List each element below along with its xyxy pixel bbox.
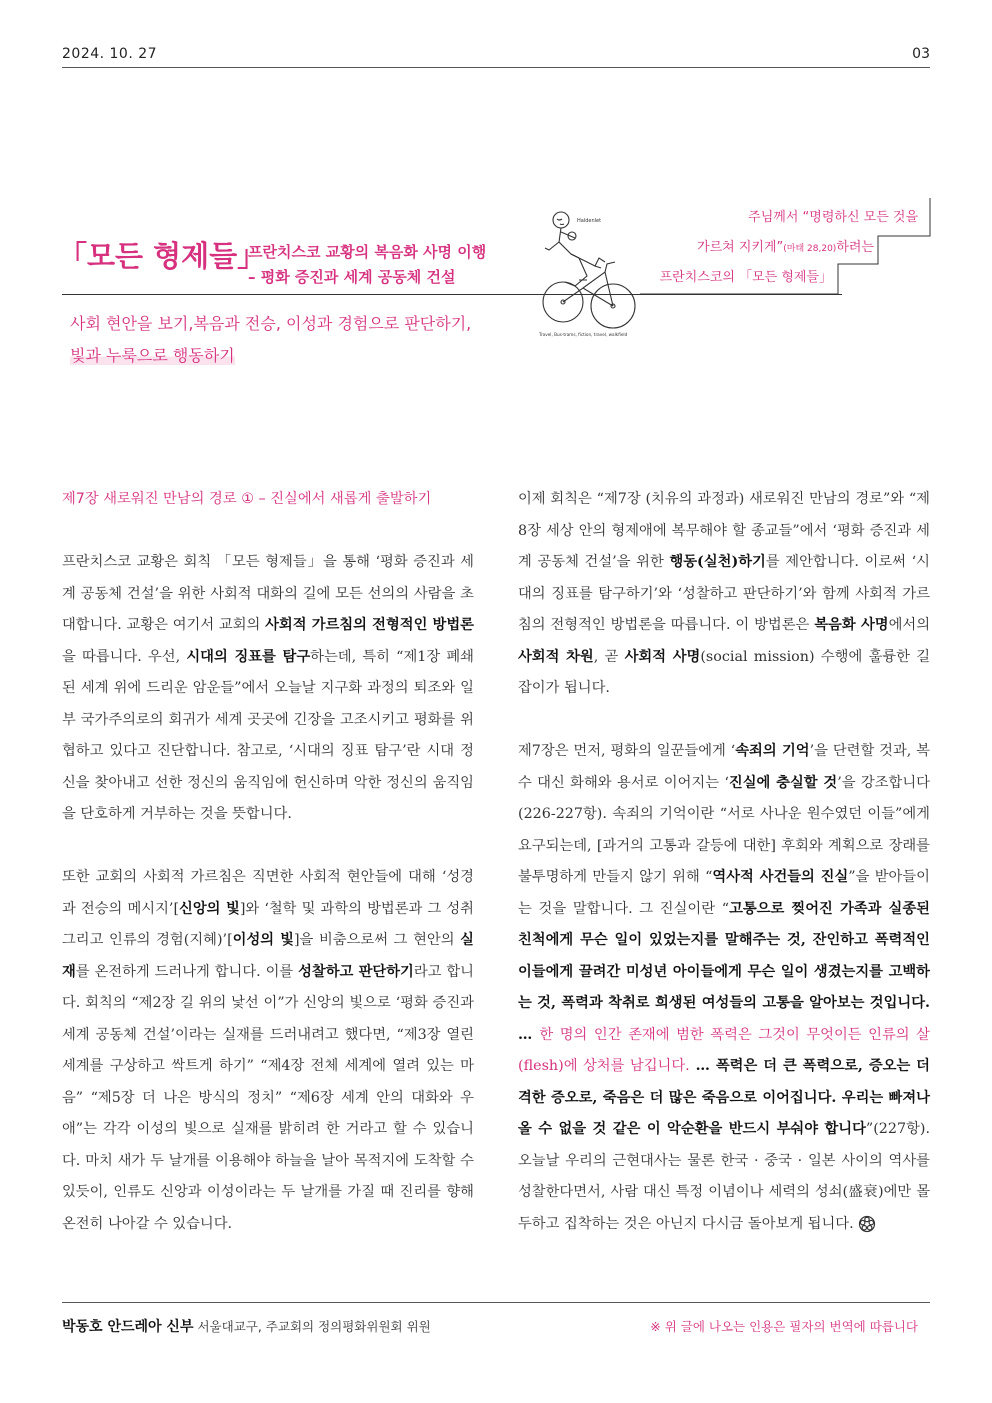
p3-text-c: 를 제안합니다. 이로써 ‘시대의 징표를 탐구하기’와 ‘성찰하고 판단하기’와 함께 사회적 가르침의 전형적인 방법론을 따릅니다. 이 방법론은 [518, 554, 930, 633]
p2-text-f: 라고 합니다. 회칙의 “제2장 길 위의 낯선 이”가 신앙의 빛으로 ‘평화 증진과 세계 공동체 건설’이라는 실재를 드러내려고 했다면, “제3장 열린 세계를 구상하고 싹트게 하기” “제4장 전체 세계에 열려 있는 마음” “제5장 더 나은 방식의 정치” “제6장 세계 안의 대화와 우애”는 각각 이성의 빛으로 실재를 밝히려 한 거라고 할 수 있습니다. 마치 새가 두 날개를 이용해야 하늘을 날아 목적지에 도착할 수 있듯이, 인류도 신앙과 이성이라는 두 날개를 가질 때 진리를 향해 온전히 나아갈 수 있습니다. [62, 963, 474, 1232]
p4-bold-3: 역사적 사건들의 진실 [712, 869, 849, 885]
header-rule [62, 67, 930, 68]
p4-bold-2: 진실에 충실할 것 [728, 774, 838, 791]
p3-bold-1: 행동(실천)하기 [669, 554, 766, 570]
paragraph-1 [62, 547, 474, 831]
translation-note: ※ 위 글에 나오는 인용은 필자의 번역에 따릅니다 [650, 1319, 918, 1334]
stair-line-3: 프란치스코의 「모든 형제들」 [659, 270, 832, 285]
chapter-heading: 제7장 새로워진 만남의 경로 ① – 진실에서 새롭게 출발하기 [62, 491, 432, 507]
p1-text-a: 프란치스코 교황은 회칙 「모든 형제들」을 통해 ‘평화 증진과 세계 공동체 건설’을 위한 사회적 대화의 길에 모든 선의의 사람을 초대합니다. 교황은 여기서 교회의 [62, 554, 474, 633]
p2-bold-4: 성찰하고 판단하기 [298, 963, 414, 980]
p1-text-d: 하는데, 특히 “제1장 폐쇄된 세계 위에 드리운 암운들”에서 오늘날 지구화 과정의 퇴조와 일부 국가주의로의 회귀가 세계 곳곳에 긴장을 고조시키고 평화를 위협하고 있다고 진단합니다. 참고로, ‘시대의 징표 탐구’란 시대 정신을 찾아내고 선한 정신의 움직임에 헌신하며 악한 정신의 움직임을 단호하게 거부하는 것을 뜻합니다. [62, 648, 474, 822]
author-name: 박동호 안드레아 신부 [62, 1319, 194, 1335]
p4-bold-4: 고통으로 찢어진 가족과 실종된 친척에게 무슨 일이 있었는지를 말해주는 것, 잔인하고 폭력적인 이들에게 끌려간 미성년 아이들에게 무슨 일이 생겼는지를 고백하는 것, 폭력과 착취로 희생된 여성들의 고통을 알아보는 것입니다. … [518, 900, 930, 1043]
p3-bold-4: 사회적 사명 [624, 648, 701, 665]
p4-bold-5: … 폭력은 더 큰 폭력으로, 증오는 더 격한 증오로, 죽음은 더 많은 죽음으로 이어집니다. 우리는 빠져나올 수 없을 것 같은 이 악순환을 반드시 부숴야 합니다 [518, 1058, 930, 1137]
p2-bold-2: 이성의 빛 [232, 932, 294, 948]
flower-end-mark-icon [858, 1215, 876, 1233]
article-column-right [518, 484, 930, 1272]
p3-bold-3: 사회적 차원 [518, 648, 594, 665]
paragraph-2 [62, 862, 474, 1240]
stair-line-2-main: 가르쳐 지키게” [697, 240, 784, 255]
p3-text-a: 이제 회칙은 “제7장 (치유의 과정과) 새로워진 만남의 경로”와 “제8장 세상 안의 형제애에 복무해야 할 종교들”에서 ‘평화 증진과 세계 공동체 건설’을 위한 [518, 491, 930, 570]
p2-text-a: 또한 교회의 사회적 가르침은 직면한 사회적 현안들에 대해 ‘성경과 전승의 메시지’[ [62, 869, 474, 917]
author-credit [62, 1316, 431, 1336]
p3-text-f: (social mission) 수행에 훌륭한 길잡이가 됩니다. [518, 648, 931, 696]
subtitle-line-1: 프란치스코 교황의 복음화 사명 이행 [248, 243, 487, 261]
p2-bold-3: 실재 [62, 932, 474, 980]
p2-text-c: ]와 ‘철학 및 과학의 방법론과 그 성취 그리고 인류의 경험(지혜)’[ [62, 900, 474, 948]
p4-bold-1: 속죄의 기억 [735, 743, 810, 759]
subtitle-line-2: – 평화 증진과 세계 공동체 건설 [248, 268, 456, 286]
man-on-bicycle-sketch-icon [535, 202, 645, 352]
p1-text-c: 을 따릅니다. 우선, [62, 648, 187, 665]
p1-bold-1: 사회적 가르침의 전형적인 방법론 [265, 617, 474, 633]
theme-line-1: 사회 현안을 보기,복음과 전승, 이성과 경험으로 판단하기, [70, 314, 472, 333]
p3-text-d: 에서의 [888, 617, 931, 633]
p2-text-d: ]을 비춤으로써 그 현안의 [293, 932, 461, 948]
paragraph-4 [518, 736, 930, 1240]
series-subtitle [248, 240, 486, 290]
p2-bold-1: 신앙의 빛 [179, 900, 240, 917]
sketch-caption-top: Haldenlet [577, 218, 602, 224]
series-title: 「모든 형제들」 [58, 239, 267, 273]
p3-text-e: , 곧 [593, 648, 625, 665]
article-column-left [62, 484, 474, 1272]
theme-line-2: 빛과 누룩으로 행동하기 [70, 346, 235, 365]
sketch-caption-bottom: Travel, Bus-trams, fiction, travel, walkfield [539, 332, 628, 337]
issue-date: 2024. 10. 27 [62, 46, 158, 62]
p1-bold-2: 시대의 징표를 탐구 [186, 648, 311, 665]
p4-text-c: ’을 단련할 것과, 복수 대신 화해와 용서로 이어지는 ‘ [518, 743, 931, 791]
p3-bold-2: 복음화 사명 [814, 617, 889, 633]
p2-text-e: 를 온전하게 드러나게 합니다. 이를 [75, 963, 299, 980]
p4-text-d: ’을 강조합니다(226-227항). 속죄의 기억이란 “서로 사나운 원수였던 이들”에게 요구되는데, [과거의 고통과 갈등에 대한] 후회와 계획으로 장래를 불투명하게 만들지 않기 위해 “ [518, 774, 930, 885]
series-theme [70, 308, 471, 372]
page-number: 03 [912, 46, 930, 62]
stair-line-1: 주님께서 “명령하신 모든 것을 [748, 210, 918, 225]
paragraph-3 [518, 484, 930, 705]
p4-text-e: ”을 받아들이는 것을 말합니다. 그 진실이란 “ [518, 869, 930, 917]
stair-line-2-ref: (마태 28,20) [783, 244, 837, 254]
footer-rule [62, 1302, 930, 1303]
p4-text-f: ”(227항). 오늘날 우리의 근현대사는 물론 한국 · 중국 · 일본 사이의 역사를 성찰한다면서, 사람 대신 특정 이념이나 세력의 성쇠(盛衰)에만 몰두하고 집착하는 것은 아닌지 다시금 돌아보게 됩니다. [518, 1121, 930, 1232]
p4-text-a: 제7장은 먼저, 평화의 일꾼들에게 ‘ [518, 743, 736, 759]
stair-line-2 [697, 236, 874, 255]
p4-pink-quote: 한 명의 인간 존재에 범한 폭력은 그것이 무엇이든 인류의 살(flesh)에 상처를 남깁니다. [518, 1026, 930, 1074]
stair-line-2-tail: 하려는 [836, 240, 874, 255]
author-role: 서울대교구, 주교회의 정의평화위원회 위원 [197, 1319, 431, 1334]
